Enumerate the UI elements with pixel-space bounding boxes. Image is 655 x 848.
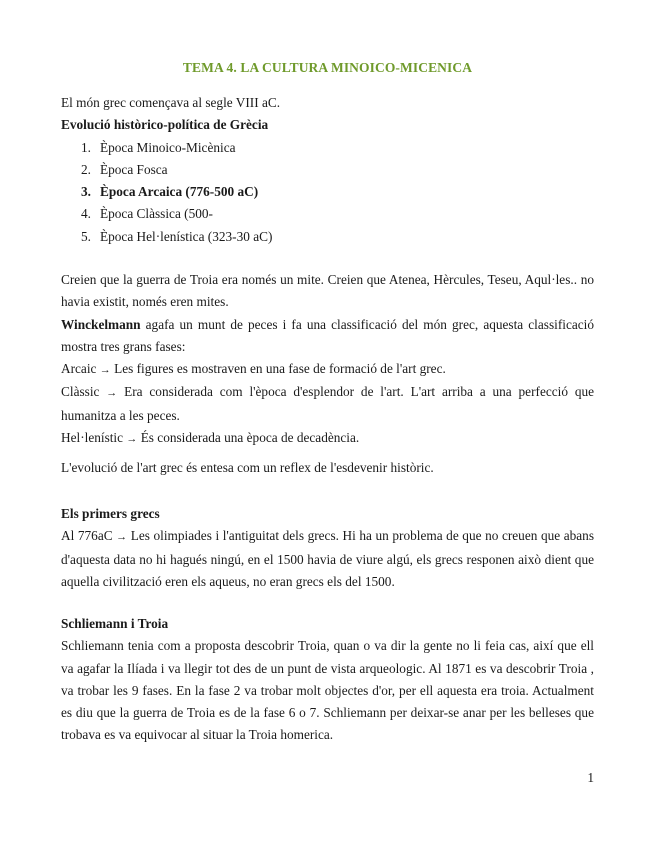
arrow-right-icon: → [106, 387, 118, 400]
list-number: 3. [81, 184, 91, 200]
list-item-label: Època Arcaica (776-500 aC) [100, 184, 259, 200]
list-item [61, 203, 594, 225]
intro-text: El món grec començava al segle VIII aC. [61, 95, 281, 110]
first-greeks-text: Les olimpiades i l'antiguitat dels grecs. Hi ha un problema de que no creuen que abans d'aquesta data no hi hagués ningú, en el 1500 havia de viure algú, els grecs responen això dient que aquella civilització eren els aqueus, no eran grecs els del 1500. [61, 528, 594, 589]
schliemann-paragraph: Schliemann tenia com a proposta descobrir Troia, quan o va dir la gente no li feia cas, així que ell va agafar la Ilíada i va llegir tot des de un punt de vista arqueologic. Al 1871 es va descobrir Troia , va trobar les 9 fases. En la fase 2 va trobar molt objectes d'or, per ell aquesta era troia. Actualment es diu que la guerra de Troia es de la fase 6 o 7. Schliemann per deixar-se anar per les belleses que trobava es va equivocar al situar la Troia homerica. [61, 638, 594, 743]
art-reflex-paragraph: L'evolució de l'art grec és entesa com un reflex de l'esdevenir històric. [61, 460, 434, 475]
winckelmann-text: agafa un munt de peces i fa una classificació del món grec, aquesta classificació mostra tres grans fases: [61, 316, 594, 354]
page-number: 1 [587, 770, 594, 785]
arrow-right-icon: → [126, 433, 138, 446]
list-item-label: Època Hel·lenística (323-30 aC) [100, 228, 273, 244]
schliemann-heading: Schliemann i Troia [61, 616, 169, 631]
list-item-label: Època Minoico-Micènica [100, 139, 236, 155]
list-number: 1. [81, 139, 91, 155]
arrow-right-icon: → [99, 364, 111, 377]
arrow-right-icon: → [116, 531, 128, 544]
phase-classic [61, 381, 594, 427]
list-number: 4. [81, 206, 91, 222]
list-number: 2. [81, 161, 91, 177]
phase-name: Hel·lenístic [61, 430, 124, 446]
phase-name: Arcaic [61, 361, 97, 377]
winckelmann-paragraph [61, 314, 594, 359]
classification-section [61, 269, 594, 450]
document-title: TEMA 4. LA CULTURA MINOICO-MICENICA [182, 60, 473, 75]
list-item [61, 159, 594, 181]
evolution-heading: Evolució històrico-política de Grècia [61, 117, 269, 133]
first-greeks-lead: Al 776aC [61, 528, 113, 544]
list-item [61, 137, 594, 159]
schliemann-section [61, 613, 594, 747]
phase-text: Les figures es mostraven en una fase de formació de l'art grec. [114, 361, 446, 377]
phase-hellenistic [61, 427, 594, 450]
list-item-label: Època Clàssica (500- [100, 206, 213, 222]
intro-section [61, 92, 594, 248]
troy-myth-paragraph: Creien que la guerra de Troia era només un mite. Creien que Atenea, Hèrcules, Teseu, Aqul·les.. no havia existit, només eren mites. [61, 272, 594, 310]
art-reflex-section [61, 457, 594, 479]
phase-text: Era considerada com l'època d'esplendor de l'art. L'art arriba a una perfecció que humanitza a les peces. [61, 384, 595, 423]
first-greeks-section [61, 503, 594, 593]
first-greeks-heading: Els primers grecs [61, 506, 160, 521]
list-item [61, 181, 594, 203]
periods-list [61, 137, 594, 248]
winckelmann-name: Winckelmann [61, 316, 141, 332]
phase-arcaic [61, 358, 594, 381]
list-number: 5. [81, 228, 91, 244]
phase-text: És considerada una època de decadència. [140, 430, 360, 446]
list-item [61, 226, 594, 248]
phase-name: Clàssic [61, 384, 100, 400]
list-item-label: Època Fosca [100, 161, 168, 177]
first-greeks-paragraph [61, 525, 594, 593]
